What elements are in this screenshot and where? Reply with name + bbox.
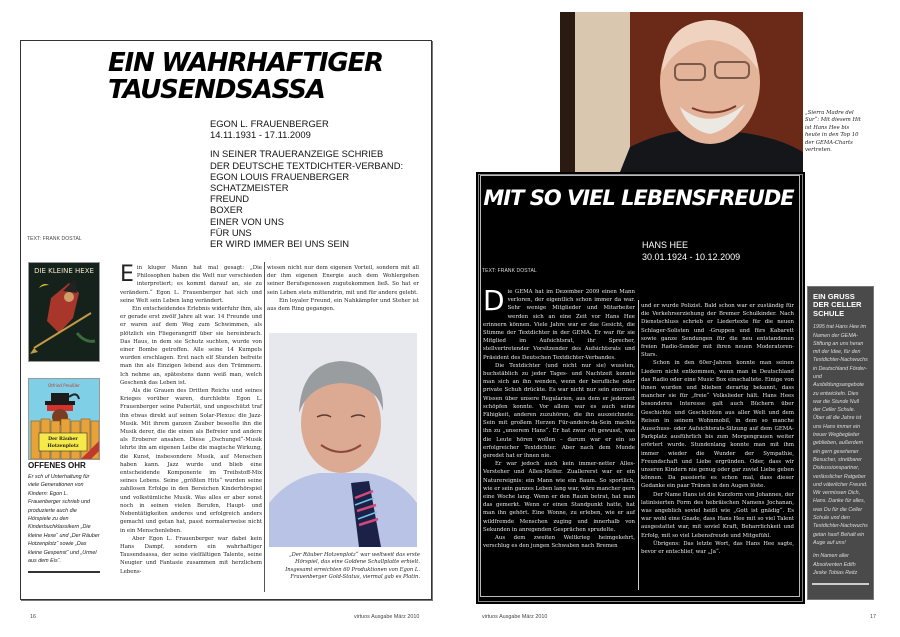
paragraph: Aber Egon L. Frauenberger war dabei kein Hans Dampf, sondern ein wahrhaftiger Tausendsassa, der seine vielfältigen Talente, seine Neugier und Fantasie zusammen mit herzlichem Lebens- [120, 535, 262, 575]
obituary-line: IN SEINER TRAUERANZEIGE SCHRIEB [210, 148, 384, 160]
obituary-line: EGON LOUIS FRAUENBERGER [210, 170, 350, 182]
paragraph: Die Textdichter (und nicht nur sie) wussten, buchstäblich zu jeder Tages- und Nachtzeit konnte man sich an ihn wenden, wenn der berufliche oder private Schuh drückte. Es war nicht nur sein enormes Wissen über unsere Regularien, aus dem er jederzeit schöpfen konnte. Vor allem war es auch seine Fähigkeit, anderen zuzuhören, die ihn auszeichnete. Sein mit großem Herzen Für-andere-da-Sein machte ihn zu „unserem Hans“. Er hat zwar oft gewusst, was die Leute hören wollen – darum war er ein so erfolgreicher Textdichter. Aber nach dem Munde geredet hat er ihnen nie. [483, 362, 635, 460]
right-column-1 [483, 284, 635, 551]
paragraph: Ein loyaler Freund, ein Nahkämpfer und Steher ist aus dem Ring gegangen. [267, 297, 419, 313]
robber-illustration-icon [29, 379, 99, 459]
book-cover-hotzenplotz [28, 378, 100, 460]
paragraph: und er wurde Polizist. Bald schon war er zuständig für die Verkehrserziehung der Bremer Schulkinder. Nach Dienstschluss schrieb er Liedertexte für die neuen Schlager-Solisten und -Gruppen und fürs Kabarett sowie ganze Sendungen für die neu entstandenen freien Radio-Sender mit ihren neuen Moderatoren-Stars. [641, 303, 794, 359]
paragraph: wissen nicht nur dem eigenen Vorteil, sondern mit all der ihm eigenen Energie auch dem Wohlergehen seiner Berufsgenossen zugutekommen ließ. So hat er sein Leben stets mittendrin, mit und für andere gelebt. [267, 265, 419, 296]
sidebar-heading: EIN GRUSS DER CELLER SCHULE [813, 292, 862, 318]
paragraph: Schon in den 60er-Jahren konnte man seinen Liedern nicht entkommen, wenn man in Deutschland das Radio oder eine Music Box einschaltete. Einige von ihnen wurden und blieben derartig bekannt, dass mancher sie für „freie“ Volkslieder hält. Hans Hees besonderes Interesse galt auch Büchern über Geschichte und Geschichten aus aller Welt und dem Reisen in seinem Wohnmobil, in dem so manche Ausschuss- oder Aufsichtsrats-Sitzung auf dem GEMA-Parkplatz ausführlich bis zum Morgengrauen weiter erörtert wurde. Stundenlang konnte man mit ihm immer wieder die Wunder der Sympathie, Freundschaft und Liebe ergründen. Oder, dass wir unseren Kindern nie genug oder gar zuviel Liebe geben können. Da passierte es schon mal, dass dieser Gedanke ein paar Tränen in den Augen löste. [641, 360, 794, 490]
portrait-hans-hee [560, 12, 803, 172]
right-column-2 [641, 302, 794, 556]
title-line: EIN WAHRHAFTIGER [108, 48, 383, 78]
left-photo-caption: „Der Räuber Hotzenplotz“ war weltweit das erste Hörspiel, das eine Goldene Schallplatte erhielt. Insgesamt erreichten 60 Produktionen von Egon L. Frauenberger Gold-Status, viermal gab es Platin. [285, 552, 420, 581]
page-number-right: 17 [870, 614, 876, 620]
right-sidebar-celler-schule [807, 286, 874, 600]
paragraph: Der Name Hans ist die Kurzform von Johannes, der latinisierten Form des hebräischen Namens Jochanan, was angeblich soviel heißt wie „Gott ist gnädig“. Es war wohl eine Gnade, dass Hans Hee mit so viel Talent ausgestattet war, mit soviel Kraft, Beharrlichkeit und Erfolg, mit so viel Lebensfreude und Mitgefühl. [641, 491, 794, 539]
dropcap: D [483, 284, 505, 317]
obituary-line: SCHATZMEISTER [210, 182, 289, 194]
cover-author: Otfried Preußler [48, 383, 80, 388]
sidebar-text: Er sch uf Unterhaltung für viele Generationen von Kindern: Egon L. Frauenberger schrieb und produzierte auch die Hörspiele zu den Kinderbuchklassikern „Die kleine Hexe“ und „Der Räuber Hotzenplotz“ sowie „Das kleine Gespenst“ und „Urmel aus dem Eis“. [28, 474, 100, 565]
obituary-line: FREUND [210, 193, 250, 205]
left-column-1 [120, 264, 262, 576]
portrait-man-glasses-icon [560, 12, 803, 172]
portrait-man-tie-icon [269, 333, 417, 547]
paragraph: Aus dem zweiten Weltkrieg heimgekehrt, verschlug es den jungen Schwaben nach Bremen [483, 535, 635, 550]
left-sidebar-offenes-ohr [28, 458, 100, 573]
sidebar-signature: Im Namen aller Absolventen Edith Jeske Tobias Reitz [813, 553, 858, 576]
svg-text:Hotzenplotz: Hotzenplotz [47, 444, 79, 449]
paragraph: Übrigens: Das letzte Wort, das Hans Hee sagte, bevor er entschlief, war „Ja“. [641, 540, 794, 556]
subject-dates: 14.11.1931 - 17.11.2009 [210, 129, 311, 141]
left-article-meta [210, 118, 430, 249]
right-article-title: MIT SO VIEL LEBENSFREUDE [483, 186, 794, 210]
subject-dates: 30.01.1924 - 10.12.2009 [642, 251, 741, 262]
svg-text:Der Räuber: Der Räuber [48, 437, 78, 442]
paragraph: Die GEMA hat im Dezember 2009 einen Mann verloren, der eigentlich schon immer da war. Sehr wenige Mitglieder und Mitarbeiter werden sich an eine Zeit vor Hans Hee erinnern können. Viele Jahre war er das Gesicht, die Stimme der Textdichter in der GEMA. Er war für sie Mitglied im Aufsichtsrat, ihr Sprecher, stellvertretender Vorsitzender des Aufsichtsrats und Präsident des Deutschen Textdichter-Verbandes. [483, 284, 635, 361]
sidebar-rule [812, 583, 869, 585]
obituary-line: DER DEUTSCHE TEXTDICHTER-VERBAND: [210, 159, 404, 171]
title-line: TAUSENDSASSA [108, 75, 325, 105]
obituary-line: EINER VON UNS [210, 215, 284, 227]
sidebar-rule [28, 571, 100, 573]
left-column-2 [267, 264, 419, 313]
paragraph: Ein entscheidendes Erlebnis widerfuhr ihm, als er gerade erst zwölf Jahre alt war. 14 Freunde und er waren auf dem Weg zum Schwimmen, als plötzlich ein Fliegerangriff über sie hereinbrach. Das Haus, in dem sie Schutz suchten, wurde von einer Bombe getroffen. Alle seine 14 Kumpels wurden erschlagen. Erst nach elf Stunden befreite man ihn als Einzigen lebend aus den Trümmern. Ich nehme an, spätestens dann weiß man, welch Geschenk das Leben ist. [120, 306, 262, 386]
sidebar-text: 1995 trat Hans Hee im Namen der GEMA-Stiftung an uns heran mit der Idee, für den Textdichter-Nachwuchs in Deutschland Förder- und Ausbildungsangebote zu entwickeln. Dies war die Stunde Null der Celler Schule. Über all die Jahre ist uns Hans immer ein treuer Wegbegleiter geblieben, außerdem ein gern gesehener Besucher, streitbarer Diskussionspartner, verlässlicher Ratgeber und väterlicher Freund. Wir vermissen Dich, Hans. Danke für alles, was Du für die Celler Schule und den Textdichter-Nachwuchs getan hast! Behalt ein Auge auf uns! [813, 324, 868, 546]
obituary-line: BOXER [210, 204, 243, 216]
right-article-meta [642, 240, 740, 263]
paragraph: Ein kluger Mann hat mal gesagt: „Die Philosophen haben die Welt nur verschieden interpretiert; es kommt darauf an, sie zu verändern.“ Egon L. Frauenberger hat sich und seine Welt sein Leben lang verändert. [120, 262, 262, 304]
portrait-egon-frauenberger [269, 333, 417, 547]
paragraph: Als die Grauen des Dritten Reichs und seines Krieges vorüber waren, durchlebte Egon L. Frauenberger seine Pubertät, und ungeschützt traf ihn etwas direkt auf seinen Solar-Plexus: die Jazz-Musik. Mit ihrem ganzen Zauber beseelte ihn die Musik derer, die die einen als Befreier und andere als Eroberer ansahen. Diese „Dschungel“-Musik lehrte ihn am eigenen Leibe die magische Wirkung, die Kunst, insbesondere Musik, auf Menschen haben kann. Jazz wurde und blieb eine entscheidende Komponente im Treibstoff-Mix seines Lebens. Seine „größten Hits“ wurden seine zahllosen Erfolge in den Bereichen Kinderhörspiel und volkstümliche Musik. Was alles er aber sonst noch in seinen vielen Berufen, Haupt- und Nebentätigkeiten anderes und erfolgreich anders gemacht und getan hat, passt normalerweise nicht in ein Menschenleben. [120, 388, 262, 534]
dropcap: E [120, 262, 134, 287]
subject-name: HANS HEE [642, 240, 689, 250]
right-photo-caption: „Sierra Madre del Sur“: Mit diesem Hit ist Hans Hee bis heute in den Top 10 der GEMA-Charts vertreten. [805, 110, 861, 154]
obituary-line: ER WIRD IMMER BEI UNS SEIN [210, 238, 350, 250]
book-cover-kleine-hexe [28, 262, 100, 362]
right-byline: TEXT: FRANK DOSTAL [482, 268, 537, 274]
sidebar-heading: OFFENES OHR [28, 461, 86, 470]
witch-illustration-icon [29, 263, 99, 361]
page-number-left: 16 [30, 614, 36, 620]
column-divider [638, 300, 639, 590]
magazine-footer-left: virtuos Ausgabe März 2010 [354, 614, 420, 620]
magazine-footer-right: virtuos Ausgabe März 2010 [482, 614, 548, 620]
left-byline: TEXT: FRANK DOSTAL [27, 236, 82, 242]
subject-name: EGON L. FRAUENBERGER [210, 118, 329, 129]
left-article-title [108, 50, 428, 104]
obituary-line: FÜR UNS [210, 226, 252, 238]
cover-title: DIE KLEINE HEXE [34, 267, 94, 275]
column-divider [264, 262, 265, 592]
paragraph: Er war jedoch auch kein immer-netter Alles-Versteher und Allen-Helfer. Zuallererst war er ein Naturereignis: ein Mann wie ein Baum. So sportlich, wie er sein ganzes Leben lang war, wäre mancher gern eine Woche lang. Wenn er den Raum betrat, hat man das gemerkt. Wenn er einen Standpunkt hatte, hat man ihn gehört. Eine Wonne, zu erleben, wie er auf wildfremde Menschen zuging und innerhalb von Sekunden in anregenden Gesprächen sprudelte. [483, 461, 635, 533]
